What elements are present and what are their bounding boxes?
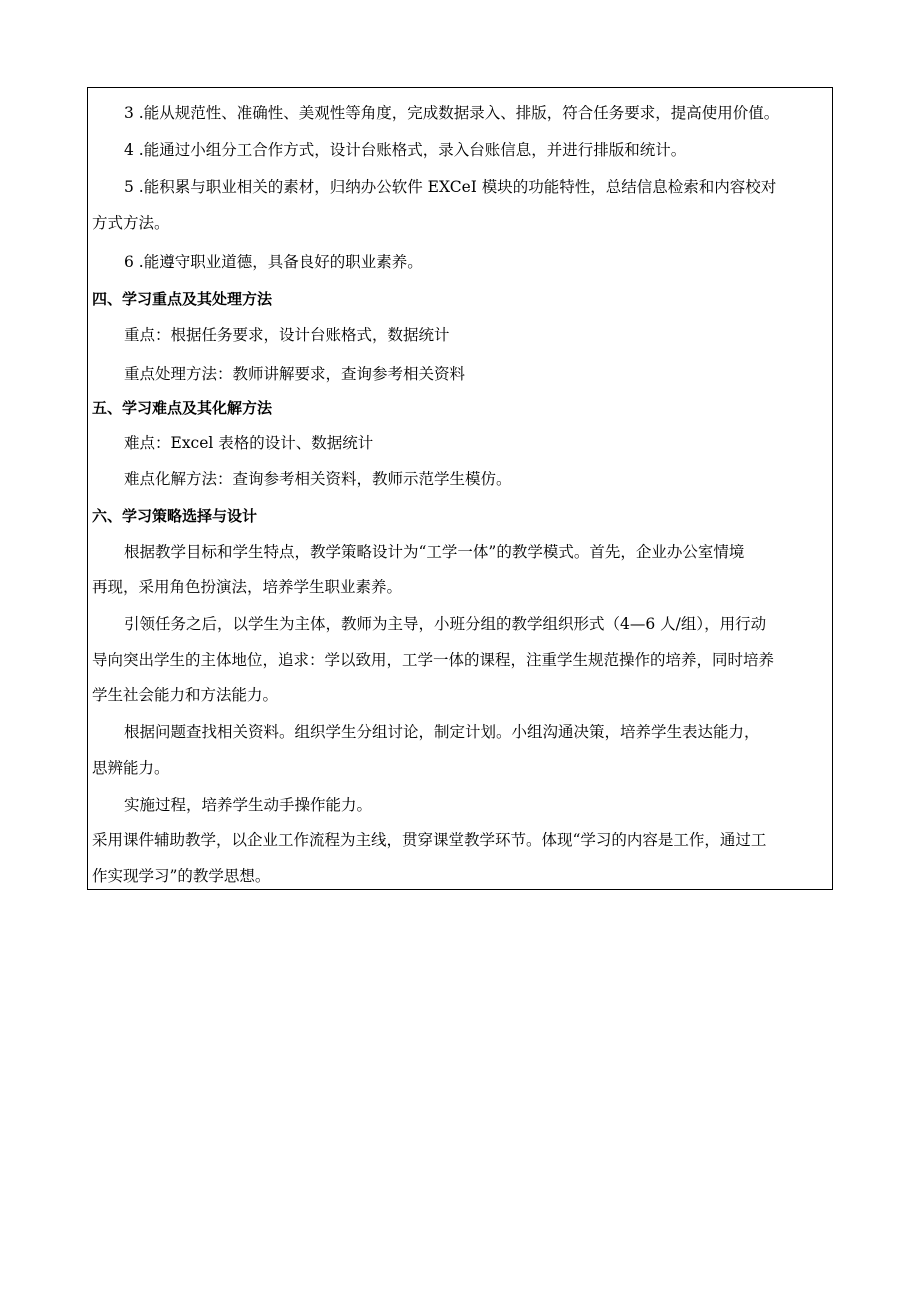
section6-heading: 六、学习策略选择与设计 — [92, 507, 258, 525]
section5-method: 难点化解方法：查询参考相关资料，教师示范学生模仿。 — [124, 470, 512, 488]
section5-heading: 五、学习难点及其化解方法 — [92, 399, 273, 417]
section6-para5-line2: 作实现学习”的教学思想。 — [92, 867, 271, 885]
section6-para2-line1: 引领任务之后，以学生为主体，教师为主导，小班分组的教学组织形式（4—6 人/组），用行动 — [124, 615, 767, 633]
section6-para1-line2: 再现，采用角色扮演法，培养学生职业素养。 — [92, 578, 403, 596]
objective-item-3: 3 .能从规范性、准确性、美观性等角度，完成数据录入、排版，符合任务要求，提高使用价值。 — [124, 104, 780, 122]
section4-heading: 四、学习重点及其处理方法 — [92, 290, 273, 308]
section6-para1-line1: 根据教学目标和学生特点，教学策略设计为“工学一体”的教学模式。首先，企业办公室情境 — [124, 543, 745, 561]
section6-para3-line1: 根据问题查找相关资料。组织学生分组讨论，制定计划。小组沟通决策，培养学生表达能力， — [124, 723, 760, 741]
objective-item-5-cont: 方式方法。 — [92, 214, 170, 232]
section6-para5-line1: 采用课件辅助教学，以企业工作流程为主线，贯穿课堂教学环节。体现“学习的内容是工作，通过工 — [92, 831, 767, 849]
section4-key-point: 重点：根据任务要求，设计台账格式，数据统计 — [124, 326, 450, 344]
objective-item-6: 6 .能遵守职业道德，具备良好的职业素养。 — [124, 253, 423, 271]
section6-para4: 实施过程，培养学生动手操作能力。 — [124, 796, 373, 814]
section4-method: 重点处理方法：教师讲解要求，查询参考相关资料 — [124, 365, 466, 383]
section6-para2-line3: 学生社会能力和方法能力。 — [92, 686, 279, 704]
objective-item-4: 4 .能通过小组分工合作方式，设计台账格式，录入台账信息，并进行排版和统计。 — [124, 141, 687, 159]
objective-item-5: 5 .能积累与职业相关的素材，归纳办公软件 EXCeI 模块的功能特性，总结信息检索和内容校对 — [124, 178, 777, 196]
section6-para2-line2: 导向突出学生的主体地位，追求：学以致用，工学一体的课程，注重学生规范操作的培养，同时培养 — [92, 651, 775, 669]
section6-para3-line2: 思辨能力。 — [92, 759, 170, 777]
section5-difficulty: 难点：Excel 表格的设计、数据统计 — [124, 434, 374, 452]
